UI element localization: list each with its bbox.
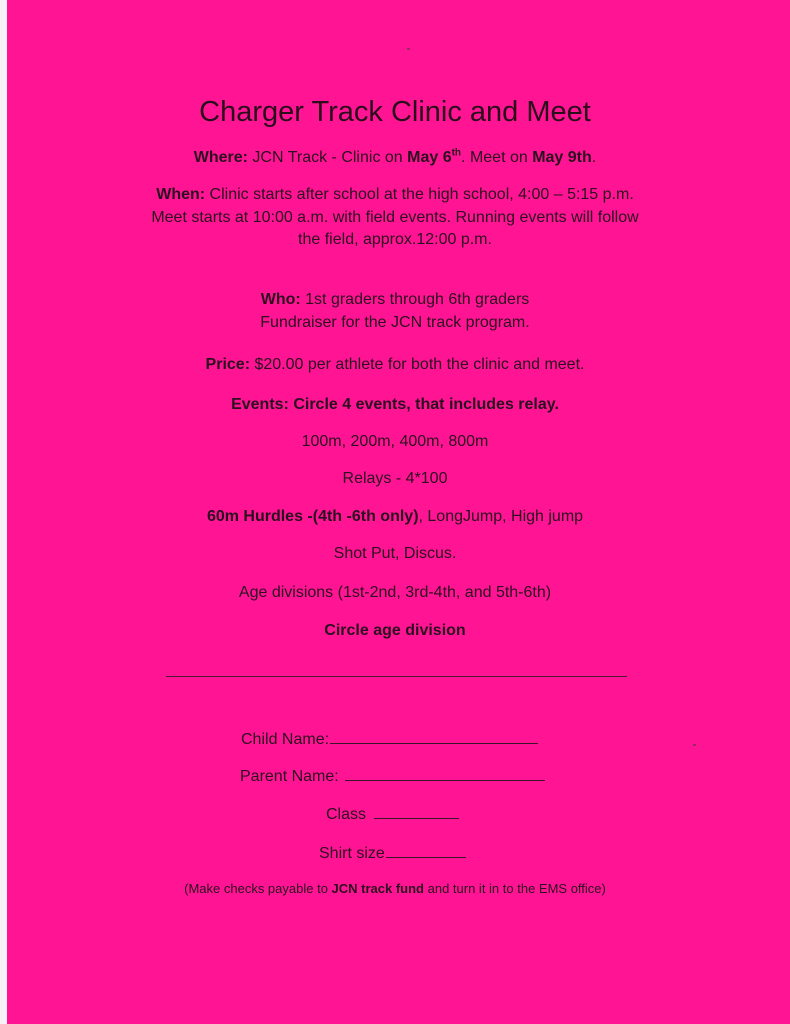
clinic-date-day: May 6: [407, 149, 452, 166]
where-end: .: [591, 149, 597, 166]
class-blank[interactable]: [374, 806, 459, 819]
price-text: $20.00 per athlete for both the clinic and meet.: [250, 356, 585, 373]
hurdles-label: 60m Hurdles -(4th -6th only): [206, 508, 419, 525]
when-line-2: Meet starts at 10:00 a.m. with field events. Running events will follow: [151, 209, 639, 226]
clinic-date: [407, 149, 461, 166]
tear-off-divider: [166, 676, 627, 677]
flyer-title: Charger Track Clinic and Meet: [199, 96, 591, 128]
payment-fund-name: JCN track fund: [331, 881, 424, 896]
events-heading: Events: Circle 4 events, that includes relay.: [231, 396, 559, 413]
where-text-1: JCN Track - Clinic on: [247, 149, 408, 166]
fundraiser-line: Fundraiser for the JCN track program.: [260, 314, 530, 331]
who-line-1: [0, 290, 790, 310]
parent-name-blank[interactable]: [345, 768, 545, 781]
when-line-3: the field, approx.12:00 p.m.: [298, 231, 492, 248]
where-text-2: . Meet on: [461, 149, 533, 166]
jump-events: , LongJump, High jump: [418, 508, 584, 525]
throw-events: Shot Put, Discus.: [333, 545, 457, 562]
payment-note-after: and turn it in to the EMS office): [424, 881, 606, 896]
who-label: Who:: [260, 291, 301, 308]
child-name-label: Child Name:: [241, 731, 330, 748]
when-text-1: Clinic starts after school at the high school, 4:00 – 5:15 p.m.: [205, 186, 634, 203]
when-label: When:: [156, 186, 206, 203]
clinic-date-suffix: th: [451, 147, 462, 159]
circle-age-instruction: Circle age division: [324, 622, 466, 639]
parent-name-field: [240, 767, 545, 787]
shirt-size-field: [319, 844, 466, 864]
when-line-1: [0, 185, 790, 205]
child-name-blank[interactable]: [330, 731, 538, 744]
scan-speck: [407, 48, 410, 50]
price-line: [0, 355, 790, 375]
shirt-size-blank[interactable]: [386, 845, 466, 858]
who-text: 1st graders through 6th graders: [300, 291, 530, 308]
running-events: 100m, 200m, 400m, 800m: [301, 433, 489, 450]
hurdles-line: [0, 507, 790, 527]
shirt-size-label: Shirt size: [319, 845, 385, 862]
scan-speck: [693, 744, 696, 746]
child-name-field: [241, 730, 538, 750]
payment-note-before: (Make checks payable to: [184, 881, 332, 896]
parent-name-label: Parent Name:: [240, 768, 339, 785]
age-divisions: Age divisions (1st-2nd, 3rd-4th, and 5th-6th): [238, 584, 552, 601]
price-label: Price:: [205, 356, 251, 373]
relay-events: Relays - 4*100: [342, 470, 448, 487]
payment-note: [0, 880, 790, 898]
class-label: Class: [326, 806, 367, 823]
where-label: Where:: [193, 149, 248, 166]
class-field: [326, 805, 459, 825]
where-line: [0, 148, 790, 168]
meet-date: May 9th: [532, 149, 592, 166]
